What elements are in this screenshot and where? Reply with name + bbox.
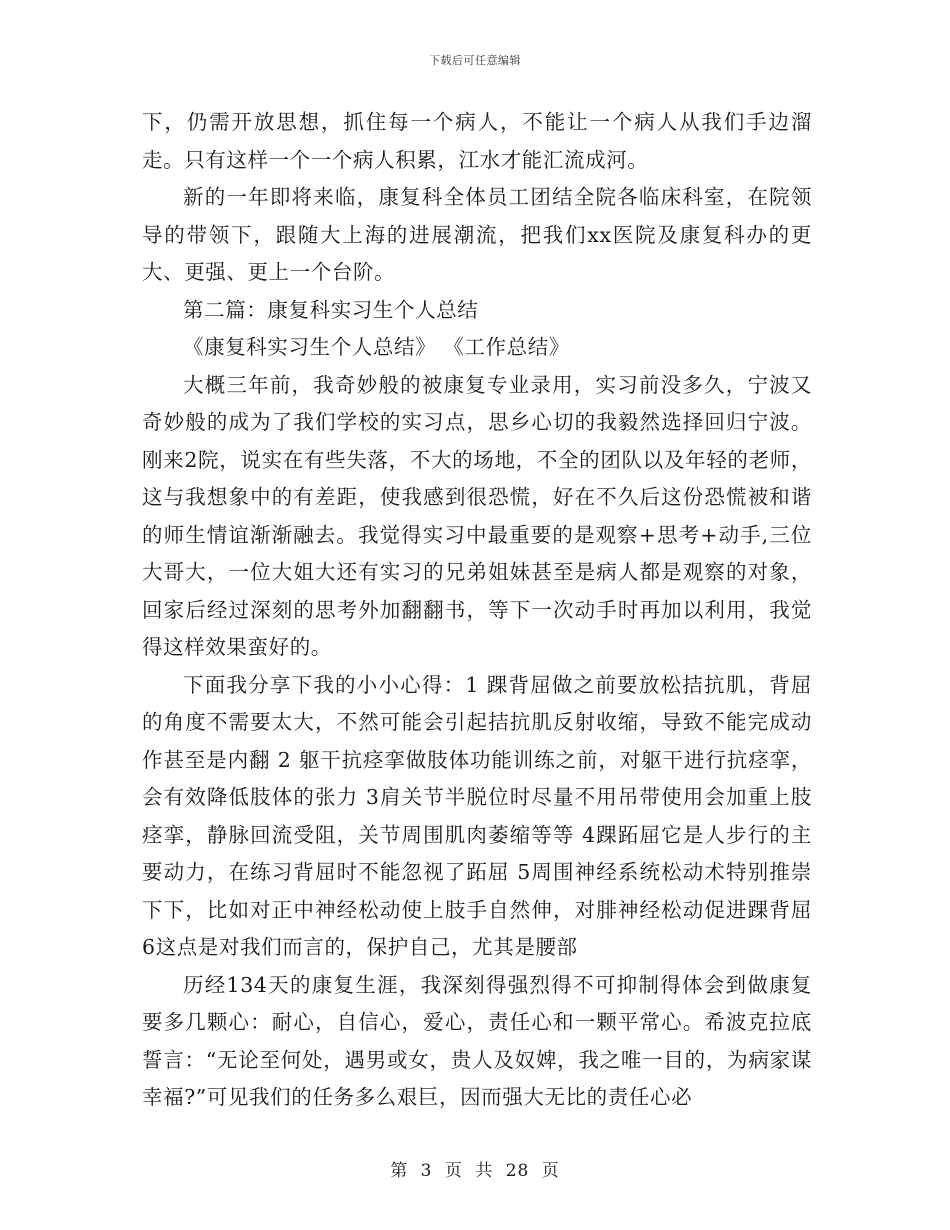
paragraph-4: 下面我分享下我的小小心得：1 踝背屈做之前要放松拮抗肌，背屈的角度不需要太大，不然可能会引起拮抗肌反射收缩，导致不能完成动作甚至是内翻 2 躯干抗痉挛做肢体功能训练之前，对躯干进行抗痉挛，会有效降低肢体的张力 3肩关节半脱位时尽量不用吊带使用会加重上肢痉挛，静脉回流受阻，关节周围肌肉萎缩等等 4踝跖屈它是人步行的主要动力，在练习背屈时不能忽视了跖屈 5周围神经系统松动术特别推崇下下，比如对正中神经松动使上肢手自然伸，对腓神经松动促进踝背屈 6这点是对我们而言的，保护自己，尤其是腰部	[142, 672, 812, 959]
page-header: 下载后可任意编辑	[429, 54, 521, 67]
section-title: 第二篇：康复科实习生个人总结	[183, 297, 479, 322]
paragraph-1: 下，仍需开放思想，抓住每一个病人，不能让一个病人从我们手边溜走。只有这样一个一个病人积累，江水才能汇流成河。	[142, 110, 812, 172]
document-body	[142, 104, 812, 1117]
paragraph-3: 大概三年前，我奇妙般的被康复专业录用，实习前没多久，宁波又奇妙般的成为了我们学校的实习点，思乡心切的我毅然选择回归宁波。刚来2院，说实在有些失落，不大的场地，不全的团队以及年轻的老师，这与我想象中的有差距，使我感到很恐慌，好在不久后这份恐慌被和谐的师生情谊渐渐融去。我觉得实习中最重要的是观察+思考+动手,三位大哥大，一位大姐大还有实习的兄弟姐妹甚至是病人都是观察的对象，回家后经过深刻的思考外加翻翻书，等下一次动手时再加以利用，我觉得这样效果蛮好的。	[142, 372, 812, 659]
section-subtitle: 《康复科实习生个人总结》 《工作总结》	[183, 335, 570, 359]
paragraph-5: 历经134天的康复生涯，我深刻得强烈得不可抑制得体会到做康复要多几颗心：耐心，自信心，爱心，责任心和一颗平常心。希波克拉底誓言：“无论至何处，遇男或女，贵人及奴婢，我之唯一目的，为病家谋幸福?”可见我们的任务多么艰巨，因而强大无比的责任心必	[142, 972, 812, 1109]
paragraph-2: 新的一年即将来临，康复科全体员工团结全院各临床科室，在院领导的带领下，跟随大上海的进展潮流，把我们xx医院及康复科办的更大、更强、更上一个台阶。	[142, 185, 812, 284]
page-footer: 第 3 页 共 28 页	[390, 1161, 560, 1181]
